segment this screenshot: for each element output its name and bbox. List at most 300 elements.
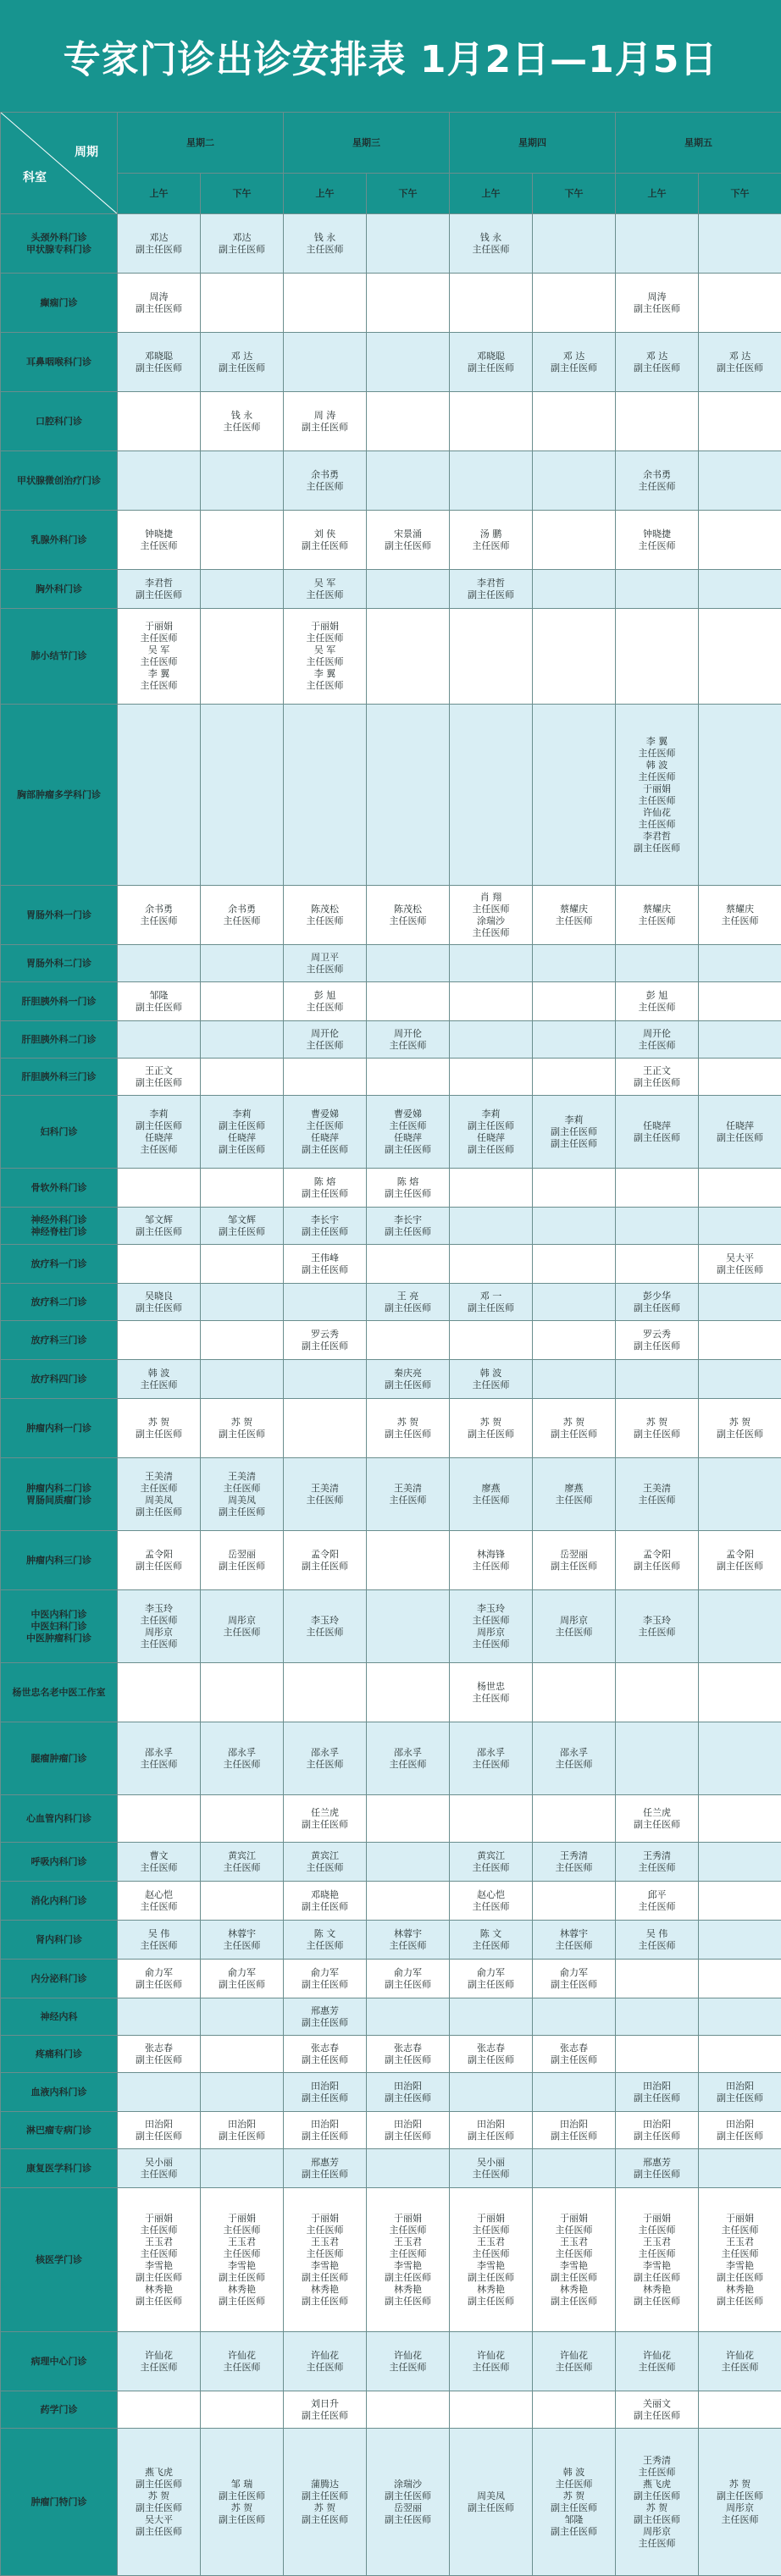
- day-header-wed: 星期三: [284, 113, 450, 174]
- table-row: [1, 1021, 781, 1059]
- schedule-cell: [284, 1096, 367, 1169]
- schedule-table: [0, 112, 781, 2576]
- dept-name: 放疗科三门诊: [1, 1335, 117, 1346]
- schedule-cell: [367, 274, 450, 333]
- doctor-entry: 俞力军 副主任医师: [201, 1967, 283, 1991]
- schedule-cell: [367, 2332, 450, 2391]
- day-header-tue: 星期二: [118, 113, 284, 174]
- schedule-cell: [533, 886, 616, 945]
- schedule-cell: [201, 1722, 284, 1795]
- schedule-cell: [118, 2429, 201, 2576]
- schedule-cell: [284, 1882, 367, 1921]
- doctor-entry: 周美凤 副主任医师: [450, 2490, 532, 2514]
- doctor-entry: 孟令阳 副主任医师: [616, 1549, 698, 1573]
- schedule-cell: [699, 274, 781, 333]
- schedule-cell: [533, 451, 616, 511]
- doctor-entry: 罗云秀 副主任医师: [284, 1329, 366, 1352]
- doctor-entry: 苏 贺 副主任医师: [118, 1417, 200, 1440]
- schedule-cell: [450, 1096, 533, 1169]
- schedule-cell: [533, 2112, 616, 2149]
- schedule-cell: [450, 1795, 533, 1843]
- doctor-entry: 许仙花 主任医师: [201, 2350, 283, 2374]
- schedule-cell: [201, 2073, 284, 2112]
- table-row: [1, 2036, 781, 2073]
- schedule-cell: [699, 2036, 781, 2073]
- schedule-cell: [284, 1590, 367, 1663]
- schedule-cell: [201, 1169, 284, 1208]
- schedule-cell: [284, 570, 367, 609]
- schedule-cell: [450, 609, 533, 705]
- schedule-cell: [284, 1843, 367, 1882]
- doctor-entry: 任兰虎 副主任医师: [616, 1807, 698, 1831]
- schedule-cell: [533, 2036, 616, 2073]
- doctor-entry: 俞力军 副主任医师: [284, 1967, 366, 1991]
- doctor-entry: 林秀艳 副主任医师: [284, 2284, 366, 2308]
- doctor-entry: 周开伦 主任医师: [367, 1028, 449, 1052]
- dept-name: 中医内科门诊: [1, 1609, 117, 1621]
- schedule-cell: [284, 1722, 367, 1795]
- schedule-cell: [118, 1169, 201, 1208]
- doctor-entry: 李长宇 副主任医师: [284, 1214, 366, 1238]
- schedule-cell: [450, 1960, 533, 1998]
- doctor-entry: 吴大平 副主任医师: [699, 1252, 781, 1276]
- doctor-entry: 岳翌丽 副主任医师: [201, 1549, 283, 1573]
- table-row: [1, 945, 781, 982]
- doctor-entry: 邹文辉 副主任医师: [118, 1214, 200, 1238]
- doctor-entry: 王玉君 主任医师: [367, 2236, 449, 2260]
- doctor-entry: 邢惠芳 副主任医师: [284, 2157, 366, 2181]
- table-row: [1, 2112, 781, 2149]
- schedule-cell: [201, 1360, 284, 1399]
- doctor-entry: 钟晓捷 主任医师: [616, 528, 698, 552]
- schedule-cell: [616, 2391, 699, 2429]
- doctor-entry: 燕飞虎 副主任医师: [616, 2479, 698, 2502]
- schedule-cell: [118, 1399, 201, 1458]
- dept-name: 心血管内科门诊: [1, 1813, 117, 1825]
- schedule-cell: [118, 945, 201, 982]
- schedule-cell: [367, 886, 450, 945]
- doctor-entry: 吴 军 主任医师: [118, 644, 200, 668]
- schedule-cell: [118, 982, 201, 1021]
- schedule-cell: [201, 333, 284, 392]
- doctor-entry: 蔡耀庆 主任医师: [699, 904, 781, 927]
- schedule-cell: [118, 511, 201, 570]
- schedule-cell: [699, 1998, 781, 2036]
- schedule-cell: [699, 1059, 781, 1096]
- schedule-cell: [533, 1998, 616, 2036]
- schedule-cell: [533, 1663, 616, 1722]
- schedule-cell: [616, 511, 699, 570]
- doctor-entry: 李雪艳 副主任医师: [450, 2260, 532, 2284]
- doctor-entry: 王正文 副主任医师: [616, 1065, 698, 1089]
- table-row: [1, 1960, 781, 1998]
- dept-name: 血液内科门诊: [1, 2087, 117, 2098]
- doctor-entry: 任晓萍 副主任医师: [201, 1132, 283, 1156]
- schedule-cell: [616, 2112, 699, 2149]
- dept-name: 妇科门诊: [1, 1126, 117, 1138]
- schedule-cell: [699, 2073, 781, 2112]
- dept-name: 胃肠外科一门诊: [1, 909, 117, 921]
- doctor-entry: 韩 波 主任医师: [118, 1368, 200, 1391]
- dept-name: 淋巴瘤专病门诊: [1, 2125, 117, 2137]
- doctor-entry: 罗云秀 副主任医师: [616, 1329, 698, 1352]
- doctor-entry: 李君哲 副主任医师: [616, 831, 698, 854]
- dept-name: 肺小结节门诊: [1, 650, 117, 662]
- doctor-entry: 王正文 副主任医师: [118, 1065, 200, 1089]
- schedule-cell: [533, 1960, 616, 1998]
- doctor-entry: 彭 旭 主任医师: [616, 990, 698, 1014]
- doctor-entry: 彭少华 副主任医师: [616, 1291, 698, 1314]
- dept-name-cell: [1, 1722, 118, 1795]
- doctor-entry: 俞力军 副主任医师: [367, 1967, 449, 1991]
- schedule-cell: [616, 1021, 699, 1059]
- schedule-cell: [118, 1245, 201, 1284]
- doctor-entry: 苏 贺 副主任医师: [699, 2479, 781, 2502]
- schedule-cell: [367, 1399, 450, 1458]
- dept-name-cell: [1, 2149, 118, 2188]
- doctor-entry: 许仙花 主任医师: [118, 2350, 200, 2374]
- schedule-cell: [118, 274, 201, 333]
- doctor-entry: 余书勇 主任医师: [284, 469, 366, 493]
- doctor-entry: 俞力军 副主任医师: [118, 1967, 200, 1991]
- schedule-cell: [616, 2036, 699, 2073]
- schedule-cell: [616, 945, 699, 982]
- doctor-entry: 肖 翔 主任医师: [450, 892, 532, 915]
- schedule-cell: [118, 1360, 201, 1399]
- schedule-cell: [284, 2188, 367, 2332]
- doctor-entry: 于丽娟 主任医师: [616, 783, 698, 807]
- dept-name-cell: [1, 1096, 118, 1169]
- schedule-cell: [118, 2073, 201, 2112]
- schedule-cell: [616, 333, 699, 392]
- dept-name: 药学门诊: [1, 2404, 117, 2416]
- dept-name-cell: [1, 1531, 118, 1590]
- schedule-cell: [533, 705, 616, 886]
- schedule-cell: [118, 886, 201, 945]
- schedule-cell: [533, 1795, 616, 1843]
- dept-name: 甲状腺微创治疗门诊: [1, 475, 117, 487]
- dept-name: 头颈外科门诊: [1, 232, 117, 244]
- doctor-entry: 周彤京 主任医师: [118, 1627, 200, 1650]
- schedule-cell: [118, 333, 201, 392]
- slot-header: 下午: [699, 174, 781, 214]
- doctor-entry: 于丽娟 主任医师: [533, 2213, 615, 2236]
- doctor-entry: 田治阳 副主任医师: [699, 2081, 781, 2104]
- schedule-cell: [201, 2332, 284, 2391]
- schedule-cell: [284, 451, 367, 511]
- doctor-entry: 邓 达 副主任医师: [201, 351, 283, 374]
- schedule-cell: [201, 609, 284, 705]
- schedule-cell: [533, 1843, 616, 1882]
- dept-name-cell: [1, 1795, 118, 1843]
- schedule-cell: [450, 511, 533, 570]
- dept-name: 神经内科: [1, 2011, 117, 2023]
- schedule-cell: [699, 1021, 781, 1059]
- doctor-entry: 王伟峰 副主任医师: [284, 1252, 366, 1276]
- schedule-cell: [450, 214, 533, 274]
- schedule-cell: [450, 2188, 533, 2332]
- doctor-entry: 王玉君 主任医师: [450, 2236, 532, 2260]
- schedule-cell: [118, 451, 201, 511]
- doctor-entry: 周 涛 副主任医师: [284, 410, 366, 434]
- doctor-entry: 孟令阳 副主任医师: [284, 1549, 366, 1573]
- doctor-entry: 邹文辉 副主任医师: [201, 1214, 283, 1238]
- table-row: [1, 451, 781, 511]
- schedule-cell: [367, 1284, 450, 1321]
- doctor-entry: 林秀艳 副主任医师: [201, 2284, 283, 2308]
- schedule-cell: [201, 945, 284, 982]
- doctor-entry: 余书勇 主任医师: [201, 904, 283, 927]
- schedule-cell: [450, 1169, 533, 1208]
- dept-name: 肝胆胰外科一门诊: [1, 996, 117, 1008]
- doctor-entry: 周美凤 副主任医师: [118, 1495, 200, 1518]
- schedule-cell: [450, 1321, 533, 1360]
- dept-name-cell: [1, 1960, 118, 1998]
- doctor-entry: 彭 旭 主任医师: [284, 990, 366, 1014]
- schedule-cell: [450, 982, 533, 1021]
- doctor-entry: 于丽娟 主任医师: [284, 621, 366, 644]
- schedule-cell: [201, 1590, 284, 1663]
- schedule-cell: [284, 1795, 367, 1843]
- schedule-cell: [699, 1531, 781, 1590]
- doctor-entry: 汤 鹏 主任医师: [450, 528, 532, 552]
- schedule-cell: [201, 1208, 284, 1245]
- doctor-entry: 周彤京 主任医师: [450, 1627, 532, 1650]
- schedule-cell: [450, 1663, 533, 1722]
- schedule-cell: [201, 1284, 284, 1321]
- doctor-entry: 陈 熔 副主任医师: [284, 1176, 366, 1200]
- table-row: [1, 1590, 781, 1663]
- doctor-entry: 许仙花 主任医师: [699, 2350, 781, 2374]
- schedule-cell: [699, 1096, 781, 1169]
- doctor-entry: 林秀艳 副主任医师: [533, 2284, 615, 2308]
- table-row: [1, 1531, 781, 1590]
- doctor-entry: 李雪艳 副主任医师: [699, 2260, 781, 2284]
- schedule-cell: [367, 570, 450, 609]
- schedule-cell: [118, 705, 201, 886]
- schedule-cell: [533, 2332, 616, 2391]
- schedule-cell: [367, 2429, 450, 2576]
- doctor-entry: 蒲腾达 副主任医师: [284, 2479, 366, 2502]
- doctor-entry: 邓 一 副主任医师: [450, 1291, 532, 1314]
- doctor-entry: 蔡耀庆 主任医师: [616, 904, 698, 927]
- table-row: [1, 2188, 781, 2332]
- doctor-entry: 吴小丽 主任医师: [118, 2157, 200, 2181]
- dept-name: 口腔科门诊: [1, 416, 117, 428]
- schedule-cell: [367, 2073, 450, 2112]
- doctor-entry: 周美凤 副主任医师: [201, 1495, 283, 1518]
- doctor-entry: 韩 波 主任医师: [450, 1368, 532, 1391]
- doctor-entry: 于丽娟 主任医师: [284, 2213, 366, 2236]
- schedule-cell: [450, 2332, 533, 2391]
- doctor-entry: 于丽娟 主任医师: [616, 2213, 698, 2236]
- schedule-cell: [616, 982, 699, 1021]
- schedule-cell: [616, 1843, 699, 1882]
- doctor-entry: 钱 永 主任医师: [450, 232, 532, 256]
- schedule-cell: [450, 1245, 533, 1284]
- schedule-cell: [284, 1021, 367, 1059]
- doctor-entry: 李玉玲 主任医师: [284, 1615, 366, 1639]
- doctor-entry: 韩 波 主任医师: [533, 2467, 615, 2490]
- doctor-entry: 曹爱娣 主任医师: [284, 1108, 366, 1132]
- dept-name: 放疗科四门诊: [1, 1374, 117, 1385]
- dept-name-cell: [1, 1245, 118, 1284]
- schedule-cell: [367, 609, 450, 705]
- schedule-cell: [533, 1531, 616, 1590]
- schedule-cell: [367, 705, 450, 886]
- doctor-entry: 李雪艳 副主任医师: [284, 2260, 366, 2284]
- table-row: [1, 1208, 781, 1245]
- schedule-cell: [533, 1169, 616, 1208]
- dept-name-cell: [1, 1059, 118, 1096]
- doctor-entry: 刘日升 副主任医师: [284, 2398, 366, 2422]
- schedule-cell: [450, 2112, 533, 2149]
- schedule-cell: [533, 982, 616, 1021]
- doctor-entry: 王美清 主任医师: [616, 1483, 698, 1506]
- doctor-entry: 田治阳 副主任医师: [284, 2119, 366, 2142]
- schedule-cell: [616, 2332, 699, 2391]
- dept-name: 腿瘤肿瘤门诊: [1, 1753, 117, 1765]
- dept-name: 肿瘤门特门诊: [1, 2496, 117, 2508]
- schedule-cell: [118, 1059, 201, 1096]
- schedule-cell: [284, 886, 367, 945]
- schedule-cell: [367, 1059, 450, 1096]
- schedule-cell: [699, 1843, 781, 1882]
- schedule-cell: [201, 2188, 284, 2332]
- dept-name-cell: [1, 705, 118, 886]
- doctor-entry: 王美清 主任医师: [201, 1471, 283, 1495]
- schedule-cell: [367, 2112, 450, 2149]
- schedule-cell: [450, 945, 533, 982]
- schedule-cell: [118, 1722, 201, 1795]
- schedule-cell: [450, 2036, 533, 2073]
- schedule-cell: [699, 1960, 781, 1998]
- schedule-cell: [367, 945, 450, 982]
- dept-name: 肿瘤内科三门诊: [1, 1555, 117, 1567]
- table-row: [1, 705, 781, 886]
- schedule-cell: [533, 1360, 616, 1399]
- doctor-entry: 岳翌丽 副主任医师: [367, 2502, 449, 2526]
- doctor-entry: 邢惠芳 副主任医师: [616, 2157, 698, 2181]
- schedule-cell: [118, 214, 201, 274]
- schedule-cell: [616, 1284, 699, 1321]
- dept-name: 骨软外科门诊: [1, 1182, 117, 1194]
- schedule-cell: [450, 1360, 533, 1399]
- schedule-cell: [533, 1399, 616, 1458]
- schedule-cell: [450, 1458, 533, 1531]
- schedule-cell: [533, 1096, 616, 1169]
- schedule-cell: [450, 2429, 533, 2576]
- schedule-cell: [118, 1321, 201, 1360]
- dept-name: 胸外科门诊: [1, 583, 117, 595]
- doctor-entry: 邵永孚 主任医师: [118, 1747, 200, 1771]
- doctor-entry: 林秀艳 副主任医师: [450, 2284, 532, 2308]
- dept-name: 放疗科二门诊: [1, 1296, 117, 1308]
- schedule-cell: [533, 2429, 616, 2576]
- schedule-cell: [699, 570, 781, 609]
- doctor-entry: 于丽娟 主任医师: [118, 2213, 200, 2236]
- doctor-entry: 李玉玲 主任医师: [118, 1603, 200, 1627]
- schedule-cell: [699, 333, 781, 392]
- schedule-cell: [616, 1590, 699, 1663]
- table-row: [1, 1998, 781, 2036]
- slot-header: 下午: [201, 174, 284, 214]
- schedule-cell: [699, 945, 781, 982]
- schedule-cell: [699, 2332, 781, 2391]
- doctor-entry: 邢惠芳 副主任医师: [284, 2005, 366, 2029]
- dept-name: 肿瘤内科一门诊: [1, 1423, 117, 1434]
- doctor-entry: 孟令阳 副主任医师: [699, 1549, 781, 1573]
- schedule-cell: [533, 609, 616, 705]
- dept-name: 胃肠外科二门诊: [1, 958, 117, 970]
- schedule-cell: [284, 392, 367, 451]
- table-row: [1, 2073, 781, 2112]
- doctor-entry: 刘 侠 副主任医师: [284, 528, 366, 552]
- table-row: [1, 1843, 781, 1882]
- schedule-cell: [450, 1059, 533, 1096]
- schedule-cell: [118, 1795, 201, 1843]
- schedule-cell: [367, 1998, 450, 2036]
- schedule-cell: [699, 1169, 781, 1208]
- corner-cell: [1, 113, 118, 214]
- schedule-cell: [533, 2391, 616, 2429]
- doctor-entry: 陈茂松 主任医师: [367, 904, 449, 927]
- dept-name: 肝胆胰外科二门诊: [1, 1034, 117, 1046]
- schedule-cell: [616, 886, 699, 945]
- doctor-entry: 钱 永 主任医师: [201, 410, 283, 434]
- schedule-cell: [201, 1531, 284, 1590]
- schedule-cell: [616, 1399, 699, 1458]
- doctor-entry: 王玉君 主任医师: [284, 2236, 366, 2260]
- schedule-cell: [201, 1960, 284, 1998]
- doctor-entry: 李雪艳 副主任医师: [367, 2260, 449, 2284]
- doctor-entry: 王 亮 副主任医师: [367, 1291, 449, 1314]
- schedule-cell: [201, 451, 284, 511]
- schedule-cell: [118, 1998, 201, 2036]
- slot-header: 上午: [450, 174, 533, 214]
- doctor-entry: 任晓萍 副主任医师: [450, 1132, 532, 1156]
- schedule-cell: [699, 2149, 781, 2188]
- day-header-fri: 星期五: [616, 113, 781, 174]
- schedule-cell: [284, 1960, 367, 1998]
- schedule-cell: [616, 1321, 699, 1360]
- doctor-entry: 周彤京 主任医师: [616, 2526, 698, 2550]
- doctor-entry: 苏 贺 副主任医师: [201, 1417, 283, 1440]
- schedule-cell: [201, 2036, 284, 2073]
- dept-name-cell: [1, 214, 118, 274]
- schedule-cell: [201, 392, 284, 451]
- schedule-cell: [616, 1795, 699, 1843]
- schedule-cell: [201, 705, 284, 886]
- dept-name: 肾内科门诊: [1, 1934, 117, 1946]
- schedule-cell: [284, 945, 367, 982]
- dept-name-cell: [1, 1321, 118, 1360]
- schedule-cell: [284, 1245, 367, 1284]
- dept-name-cell: [1, 570, 118, 609]
- schedule-cell: [284, 1208, 367, 1245]
- schedule-cell: [201, 511, 284, 570]
- doctor-entry: 任晓萍 副主任医师: [616, 1120, 698, 1144]
- doctor-entry: 邓 达 副主任医师: [616, 351, 698, 374]
- doctor-entry: 张志春 副主任医师: [118, 2043, 200, 2066]
- schedule-cell: [616, 1245, 699, 1284]
- dept-name-cell: [1, 982, 118, 1021]
- dept-name: 康复医学科门诊: [1, 2163, 117, 2175]
- schedule-cell: [367, 2188, 450, 2332]
- schedule-cell: [616, 1722, 699, 1795]
- schedule-cell: [616, 1360, 699, 1399]
- doctor-entry: 涂瑞沙 副主任医师: [367, 2479, 449, 2502]
